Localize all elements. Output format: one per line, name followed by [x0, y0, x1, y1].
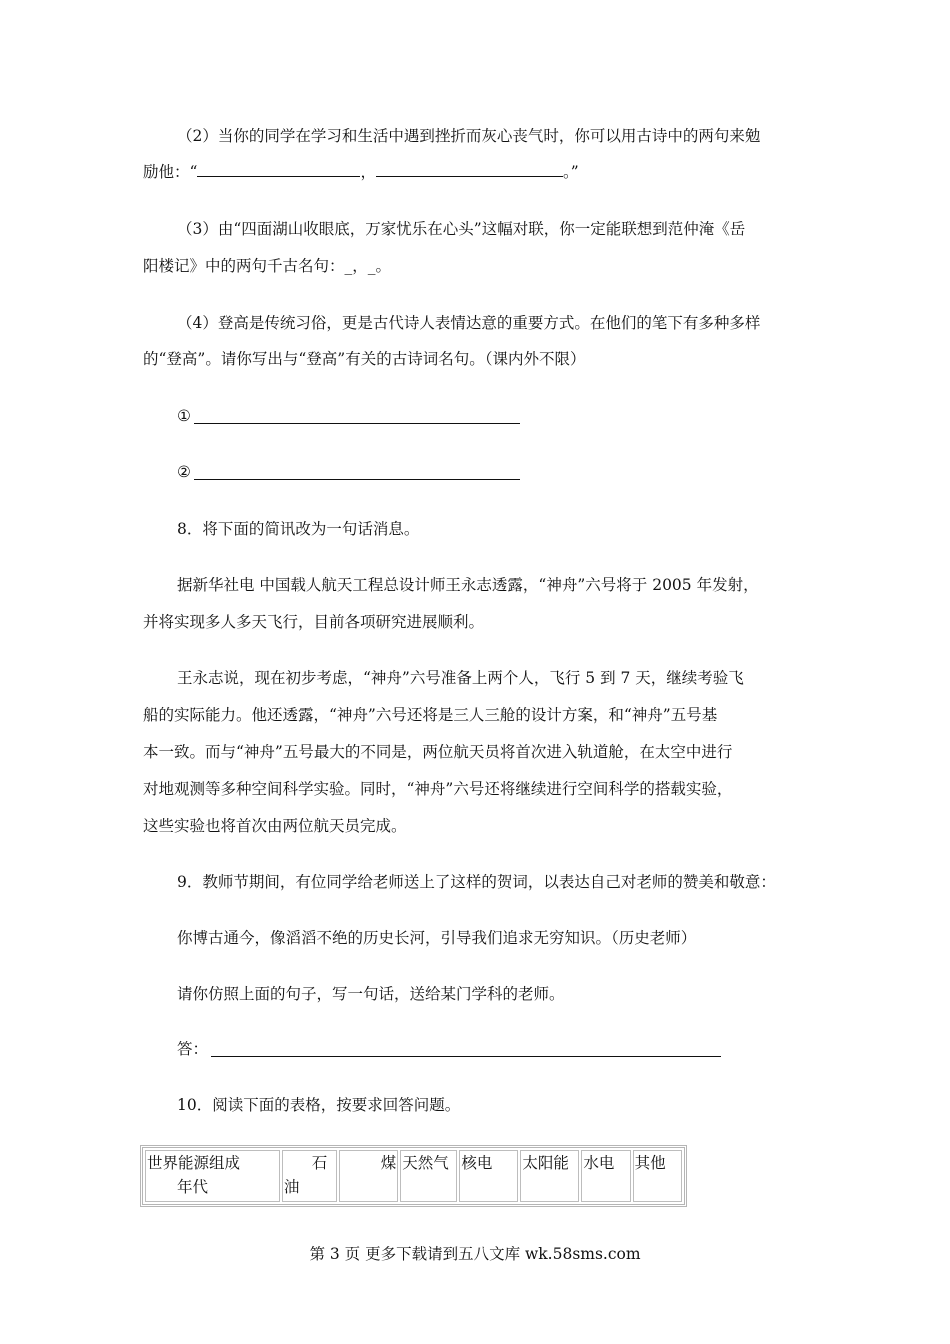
- q8-para2-line5: 这些实验也将首次由两位航天员完成。: [143, 817, 407, 835]
- q7-answer-line-1[interactable]: [194, 423, 520, 424]
- table-col-coal: [339, 1150, 398, 1202]
- q7-part2-prefix: 励他：“: [143, 163, 198, 181]
- q7-part2-suffix: 。”: [562, 163, 579, 181]
- q10-title: 10．阅读下面的表格，按要求回答问题。: [177, 1096, 461, 1114]
- q7-part2-line1: （2）当你的同学在学习和生活中遇到挫折而灰心丧气时，你可以用古诗中的两句来勉: [177, 127, 761, 145]
- q9-title: 9．教师节期间，有位同学给老师送上了这样的贺词，以表达自己对老师的赞美和敬意：: [177, 873, 776, 891]
- q9-instruction: 请你仿照上面的句子，写一句话，送给某门学科的老师。: [177, 985, 565, 1003]
- page-footer: 第 3 页 更多下载请到五八文库 wk.58sms.com: [309, 1245, 641, 1263]
- col-oil-label-1: 石: [311, 1154, 328, 1172]
- table-header-cell: [145, 1150, 280, 1202]
- col-solar-label: 太阳能: [522, 1154, 569, 1172]
- q9-answer-label: 答：: [177, 1040, 209, 1058]
- col-gas-label: 天然气: [402, 1154, 449, 1172]
- q7-part3-line2: 阳楼记》中的两句千古名句：_，_。: [143, 257, 392, 275]
- table-col-solar: [520, 1150, 579, 1202]
- col-coal-label: 煤: [380, 1154, 397, 1172]
- table-col-nuclear: [459, 1150, 518, 1202]
- q8-para1-line1: 据新华社电 中国载人航天工程总设计师王永志透露，“神舟”六号将于 2005 年发射，: [177, 576, 759, 594]
- q7-answer-marker-1: ①: [177, 407, 191, 425]
- table-row: [145, 1150, 682, 1202]
- q7-part2-line2: [143, 162, 579, 182]
- q7-part4-line1: （4）登高是传统习俗，更是古代诗人表情达意的重要方式。在他们的笔下有多种多样: [177, 314, 761, 332]
- q8-para2-line3: 本一致。而与“神舟”五号最大的不同是，两位航天员将首次进入轨道舱，在太空中进行: [143, 743, 733, 761]
- col-other-label: 其他: [634, 1154, 666, 1172]
- q7-part3-line1: （3）由“四面湖山收眼底，万家忧乐在心头”这幅对联，你一定能联想到范仲淹《岳: [177, 220, 746, 238]
- header-label-composition: 世界能源组成: [147, 1154, 241, 1172]
- table-col-gas: [400, 1150, 457, 1202]
- q7-part2-comma: ，: [360, 163, 376, 181]
- table-col-hydro: [581, 1150, 630, 1202]
- q7-part2-blank1[interactable]: [197, 162, 360, 177]
- col-nuclear-label: 核电: [461, 1154, 493, 1172]
- q7-part2-blank2[interactable]: [376, 162, 563, 177]
- q7-answer-line-2[interactable]: [194, 479, 520, 480]
- q8-title: 8．将下面的简讯改为一句话消息。: [177, 520, 420, 538]
- q7-answer-marker-2: ②: [177, 463, 191, 481]
- q9-example: 你博古通今，像滔滔不绝的历史长河，引导我们追求无穷知识。（历史老师）: [177, 929, 697, 947]
- col-hydro-label: 水电: [583, 1154, 615, 1172]
- energy-table: [140, 1145, 687, 1207]
- q8-para1-line2: 并将实现多人多天飞行，目前各项研究进展顺利。: [143, 613, 485, 631]
- q9-answer-line[interactable]: [211, 1056, 721, 1057]
- q8-para2-line4: 对地观测等多种空间科学实验。同时，“神舟”六号还将继续进行空间科学的搭载实验，: [143, 780, 733, 798]
- q7-part4-line2: 的“登高”。请你写出与“登高”有关的古诗词名句。（课内外不限）: [143, 350, 586, 368]
- col-oil-label-2: 油: [283, 1178, 300, 1196]
- table-col-other: [633, 1150, 682, 1202]
- header-label-year: 年代: [177, 1178, 209, 1196]
- q8-para2-line1: 王永志说，现在初步考虑，“神舟”六号准备上两个人，飞行 5 到 7 天，继续考验飞: [177, 669, 744, 687]
- table-col-oil: [282, 1150, 337, 1202]
- q8-para2-line2: 船的实际能力。他还透露，“神舟”六号还将是三人三舱的设计方案，和“神舟”五号基: [143, 706, 718, 724]
